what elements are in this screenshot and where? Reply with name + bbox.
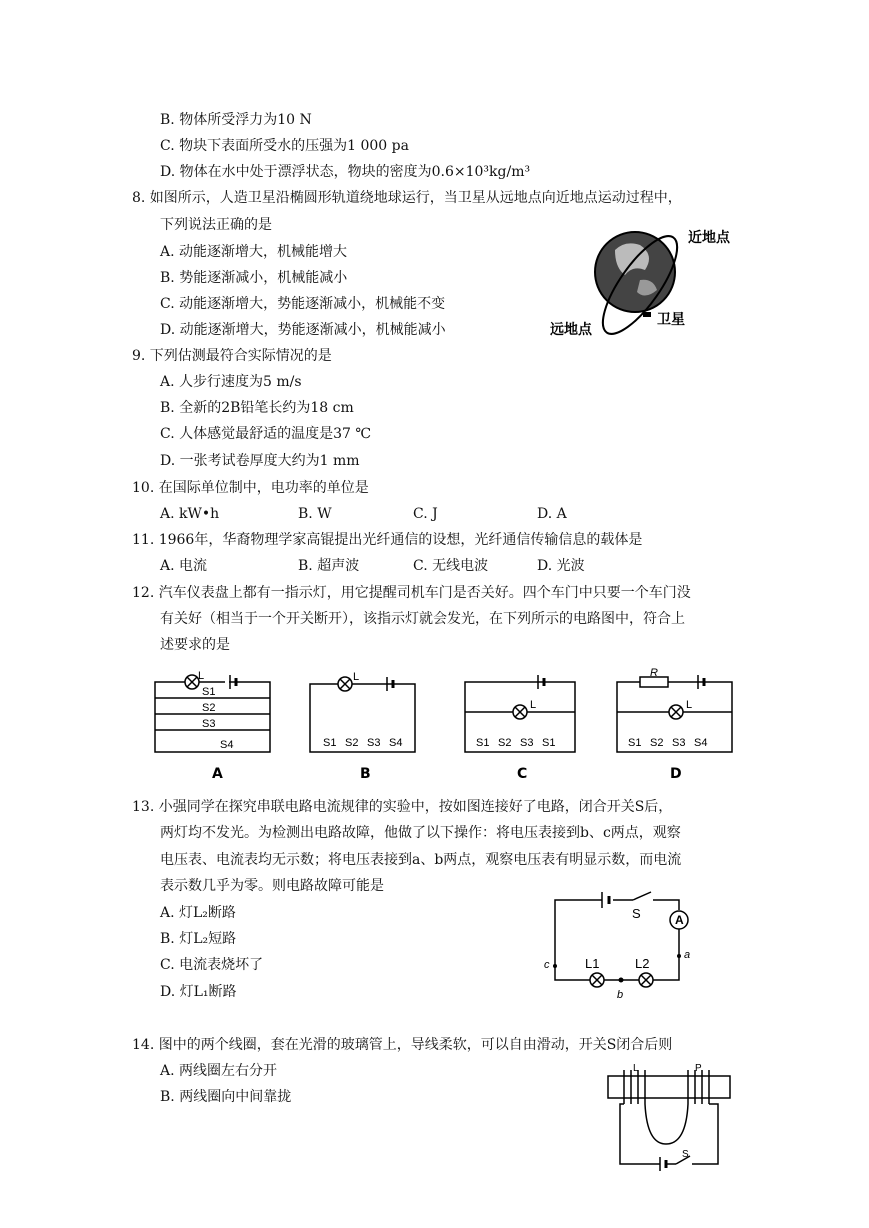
point-c-label: c <box>544 959 550 971</box>
lamp-label: L <box>686 699 693 711</box>
q12-stem-line3: 述要求的是 <box>160 637 230 653</box>
switch-s4-label: S4 <box>694 737 708 749</box>
q10-option-b: B. W <box>298 506 332 522</box>
q11-option-d: D. 光波 <box>537 558 585 574</box>
far-point-label: 远地点 <box>550 321 592 337</box>
switch-s4-label: S4 <box>389 737 403 749</box>
q13-stem-line1: 13. 小强同学在探究串联电路电流规律的实验中，按如图连接好了电路，闭合开关S后， <box>132 799 673 815</box>
switch-s-label: S <box>682 1149 689 1160</box>
q7-option-b: B. 物体所受浮力为10 N <box>160 112 312 128</box>
near-point-label: 近地点 <box>688 229 730 245</box>
q10-stem: 10. 在国际单位制中，电功率的单位是 <box>132 480 369 496</box>
switch-s2-label: S2 <box>650 737 664 749</box>
lamp-l1-label: L1 <box>585 956 600 971</box>
lamp-l2-label: L2 <box>635 956 650 971</box>
q13-option-c: C. 电流表烧坏了 <box>160 957 264 973</box>
caption-d: D <box>670 766 682 782</box>
switch-s4-label: S4 <box>220 739 234 751</box>
q8-stem-line1: 8. 如图所示，人造卫星沿椭圆形轨道绕地球运行，当卫星从远地点向近地点运动过程中， <box>132 190 682 206</box>
switch-s1-label: S1 <box>323 737 337 749</box>
satellite-orbit-figure <box>545 220 745 350</box>
q13-option-b: B. 灯L₂短路 <box>160 931 237 947</box>
switch-s1-label: S1 <box>628 737 642 749</box>
switch-s2-label: S2 <box>202 702 216 714</box>
q13-stem-line2: 两灯均不发光。为检测出电路故障，他做了以下操作：将电压表接到b、c两点，观察 <box>160 825 681 841</box>
q11-option-a: A. 电流 <box>160 558 208 574</box>
q9-option-d: D. 一张考试卷厚度大约为1 mm <box>160 453 360 469</box>
switch-s-label: S <box>632 906 641 921</box>
q8-option-c: C. 动能逐渐增大，势能逐渐减小，机械能不变 <box>160 296 446 312</box>
switch-s3-label: S3 <box>672 737 686 749</box>
coil-right <box>688 1070 709 1104</box>
lamp-label: L <box>530 699 537 711</box>
q13-option-d: D. 灯L₁断路 <box>160 984 237 1000</box>
circuit-b <box>305 668 425 783</box>
satellite-label: 卫星 <box>657 311 685 327</box>
q14-stem: 14. 图中的两个线圈，套在光滑的玻璃管上，导线柔软，可以自由滑动，开关S闭合后则 <box>132 1037 673 1053</box>
q11-stem: 11. 1966年，华裔物理学家高锟提出光纤通信的设想，光纤通信传输信息的载体是 <box>132 532 643 548</box>
q14-option-b: B. 两线圈向中间靠拢 <box>160 1089 292 1105</box>
lamp-label: L <box>353 671 360 683</box>
glass-tube <box>608 1076 730 1098</box>
q14-option-a: A. 两线圈左右分开 <box>160 1063 278 1079</box>
q11-option-c: C. 无线电波 <box>413 558 489 574</box>
resistor-label: R <box>650 668 658 679</box>
q12-stem-line1: 12. 汽车仪表盘上都有一指示灯，用它提醒司机车门是否关好。四个车门中只要一个车门没 <box>132 585 691 601</box>
point-a-label: a <box>684 949 691 961</box>
q9-option-c: C. 人体感觉最舒适的温度是37 ℃ <box>160 426 372 442</box>
q11-options-row <box>160 556 585 576</box>
q8-option-b: B. 势能逐渐减小，机械能减小 <box>160 270 348 286</box>
q8-stem-line2: 下列说法正确的是 <box>160 217 272 233</box>
switch-s2-label: S2 <box>498 737 512 749</box>
circuit-c <box>460 668 585 783</box>
circuit-d <box>612 668 742 783</box>
circuit-a <box>150 668 275 783</box>
caption-b: B <box>360 766 371 782</box>
switch-s3-label: S3 <box>520 737 534 749</box>
switch-s1-label: S1 <box>476 737 490 749</box>
caption-a: A <box>212 766 223 782</box>
switch-s3-label: S3 <box>367 737 381 749</box>
q7-option-d: D. 物体在水中处于漂浮状态，物块的密度为0.6×10³kg/m³ <box>160 164 531 180</box>
coil-l-label: L <box>633 1063 639 1074</box>
caption-c: C <box>517 766 528 782</box>
coil-p-label: P <box>695 1063 702 1074</box>
q9-stem: 9. 下列估测最符合实际情况的是 <box>132 348 332 364</box>
q9-option-a: A. 人步行速度为5 m/s <box>160 374 302 390</box>
lamp-label: L <box>198 670 205 682</box>
q13-stem-line3: 电压表、电流表均无示数；将电压表接到a、b两点，观察电压表有明显示数，而电流 <box>160 852 682 868</box>
switch-s1b-label: S1 <box>542 737 556 749</box>
q10-option-c: C. J <box>413 506 438 522</box>
point-b-label: b <box>617 989 624 1001</box>
q10-options-row <box>160 504 567 524</box>
q10-option-d: D. A <box>537 506 567 522</box>
satellite-icon <box>643 312 651 317</box>
ammeter-label: A <box>675 913 684 927</box>
q12-stem-line2: 有关好（相当于一个开关断开），该指示灯就会发光，在下列所示的电路图中，符合上 <box>160 611 685 627</box>
switch-s2-label: S2 <box>345 737 359 749</box>
series-circuit-figure <box>535 888 695 1003</box>
q11-option-b: B. 超声波 <box>298 558 360 574</box>
q8-option-d: D. 动能逐渐增大，势能逐渐减小，机械能减小 <box>160 322 446 338</box>
q9-option-b: B. 全新的2B铅笔长约为18 cm <box>160 400 354 416</box>
q8-option-a: A. 动能逐渐增大，机械能增大 <box>160 244 348 260</box>
q13-option-a: A. 灯L₂断路 <box>160 905 236 921</box>
switch-s3-label: S3 <box>202 718 216 730</box>
q10-option-a: A. kW•h <box>160 506 220 522</box>
coils-on-glass-tube-figure <box>600 1062 740 1174</box>
coil-left <box>624 1070 645 1104</box>
q7-option-c: C. 物块下表面所受水的压强为1 000 pa <box>160 138 409 154</box>
switch-s1-label: S1 <box>202 686 216 698</box>
q13-stem-line4: 表示数几乎为零。则电路故障可能是 <box>160 878 384 894</box>
